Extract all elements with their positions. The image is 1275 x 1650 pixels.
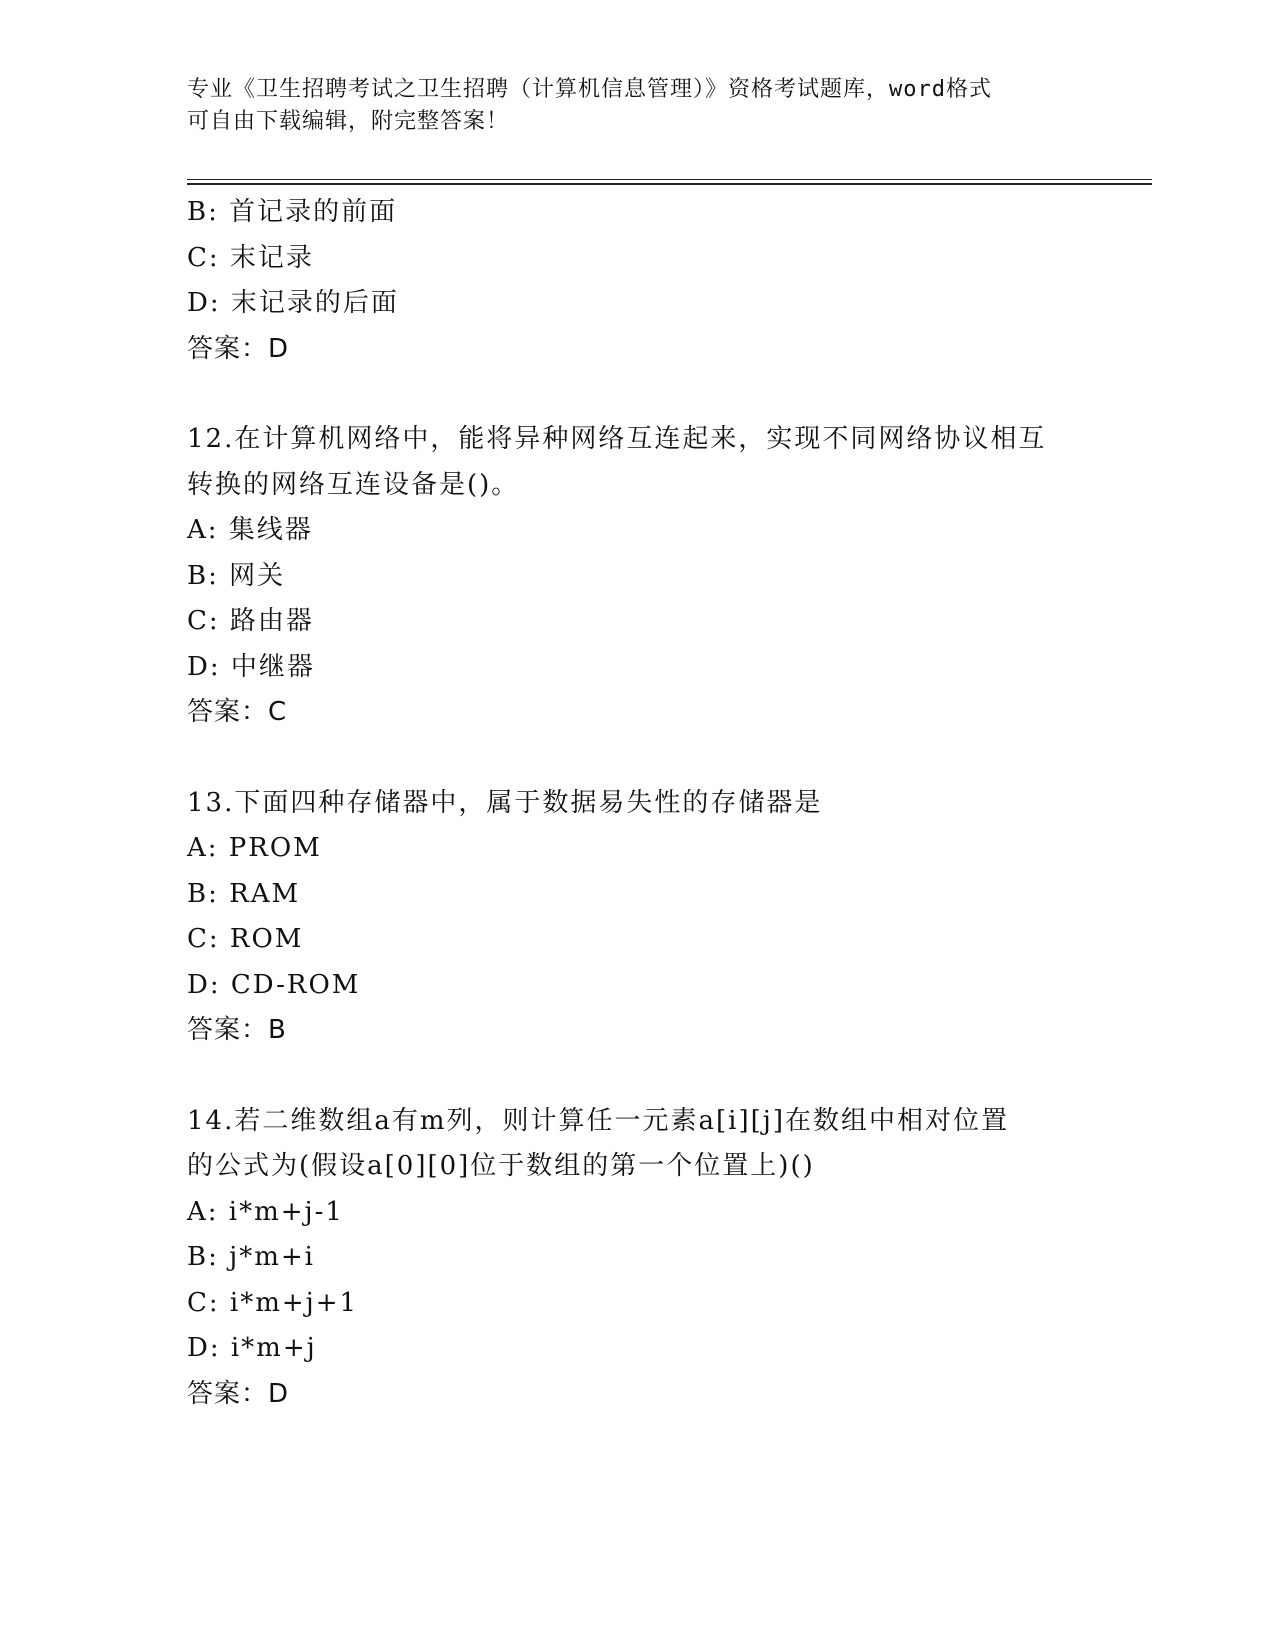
answer: 答案：D [187,333,290,364]
option-d: D: 末记录的后面 [187,288,399,318]
question-list [187,190,1087,1417]
question-12 [187,417,1087,736]
answer: 答案：D [187,1378,290,1409]
option-c: C: 路由器 [187,606,314,636]
question-stem: 12.在计算机网络中，能将异种网络互连起来，实现不同网络协议相互 [187,424,1047,454]
option-a: A: i*m+j-1 [187,1196,344,1227]
option-d: D: i*m+j [187,1333,317,1363]
question-14 [187,1099,1087,1418]
question-stem-cont: 转换的网络互连设备是()。 [187,469,520,500]
option-c: C: i*m+j+1 [187,1287,359,1318]
option-a: A: PROM [187,833,322,863]
option-b: B: j*m+i [187,1242,315,1272]
answer: 答案：B [187,1015,287,1045]
question-stem-cont: 的公式为(假设a[0][0]位于数组的第一个位置上)() [187,1151,815,1181]
header-rule-thin [187,179,1152,180]
question-stem: 13.下面四种存储器中，属于数据易失性的存储器是 [187,787,823,818]
option-b: B: RAM [187,878,301,909]
option-c: C: 末记录 [187,242,314,273]
option-d: D: CD-ROM [187,969,361,1000]
option-b: B: 首记录的前面 [187,197,398,227]
question-stem: 14.若二维数组a有m列，则计算任一元素a[i][j]在数组中相对位置 [187,1105,1009,1136]
option-b: B: 网关 [187,560,286,591]
document-header [187,74,1087,138]
header-line-2: 可自由下载编辑，附完整答案！ [187,109,510,134]
header-line-1: 专业《卫生招聘考试之卫生招聘（计算机信息管理）》资格考试题库，word格式 [187,77,992,102]
option-a: A: 集线器 [187,515,313,545]
option-c: C: ROM [187,924,304,954]
question-11-tail [187,190,1087,372]
header-rule-thick [187,183,1152,185]
question-13 [187,781,1087,1054]
option-d: D: 中继器 [187,651,315,682]
answer: 答案：C [187,697,288,727]
